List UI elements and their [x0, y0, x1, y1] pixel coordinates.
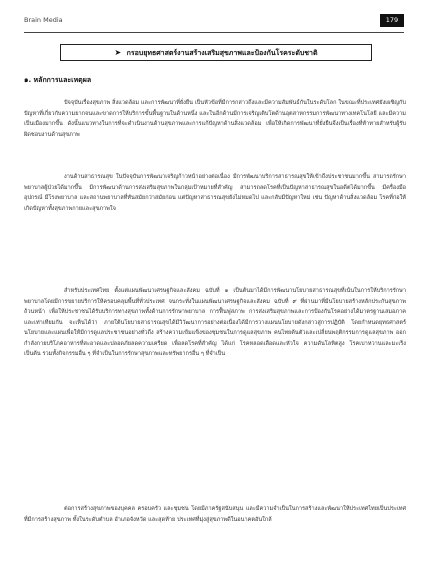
arrow-right-icon: ➤ [114, 48, 122, 57]
paragraph: งานด้านสาธารณสุข ในปัจจุบันการพัฒนาเจริญก้าวหน้าอย่างต่อเนื่อง มีการพัฒนาบริการสาธารณสุขให้เข้าถึงประชาชนมากขึ้น สามารถรักษาพยาบาลผู้ป่วยได้มากขึ้น มีการพัฒนาด้านการส่งเสริมสุขภาพในกลุ่มเป้าหมายที่สำคัญ สามารถลดโรคที่เป็นปัญหาสาธารณสุขในอดีตได้มากขึ้น มีครื่องมืออุปกรณ์ มีโรงพยาบาล และสถานพยาบาลที่ทันสมัยกว่าสมัยก่อน แต่ปัญหาสาธารณสุขยังไม่หมดไป และกลับมีปัญหาใหม่ เช่น ปัญหาด้านสิ่งแวดล้อม โรคที่ก่อให้เกิดปัญหาทั้งสุขภาพกายและสุขภาพใจ [24, 174, 406, 212]
page-header [24, 14, 404, 30]
chapter-title-box [60, 44, 372, 61]
paragraph: สำหรับประเทศไทย ตั้งแต่แผนพัฒนาเศรษฐกิจและสังคม ฉบับที่ ๑ เป็นต้นมาได้มีการพัฒนานโยบายสาธารณสุขที่เน้นในการให้บริการรักษาพยาบาลโดยมีการขยายบริการให้ครอบคลุมพื้นที่ทั่วประเทศ จนกระทั่งในแผนพัฒนาเศรษฐกิจและสังคม ฉบับที่ ๙ ที่ผ่านมาที่มีนโยบายสร้างหลักประกันสุขภาพถ้วนหน้า เพื่อให้ประชาชนได้รับบริการทางสุขภาพทั้งด้านการรักษาพยาบาล การฟื้นฟูสภาพ การส่งเสริมสุขภาพและการป้องกันโรคอย่างได้มาตรฐานเสมอภาค และเท่าเทียมกัน จะเห็นได้ว่า ภายใต้นโยบายสาธารณสุขได้มีวิวัฒนาการอย่างต่อเนื่องได้มีการวางแผนนโยบายดังกล่าวสู่การปฏิบัติ โดยกำหนดยุทธศาสตร์ นโยบายและแผนเพื่อให้มีการดูแลประชาชนอย่างทั่วถึง สร้างความเข้มแข็งของชุมชนในการดูแลสุขภาพ คนไทยต้นตัวและเปลี่ยนพฤติกรรมการดูแลสุขภาพ ออกกำลังกายบริโภคอาหารที่สะอาดและปลอดภัยลดความเครียด เพื่อลดโรคที่สำคัญ ได้แก่ โรคหลอดเลือดและหัวใจ ความดันโลหิตสูง โรคเบาหวานและมะเร็ง เป็นต้น รวมทั้งกิจกรรมอื่น ๆ ที่จำเป็นในการรักษาสุขภาพและทรัพยากรอื่น ๆ ที่จำเป็น [24, 288, 406, 357]
page-number: 179 [380, 14, 404, 27]
header-rule [24, 32, 404, 33]
paragraph: ปัจจุบันเรื่องสุขภาพ สิ่งแวดล้อม และการพัฒนาที่ยั่งยืน เป็นหัวข้อที่มีการกล่าวถึงและมีความสัมพันธ์กันในระดับโลก ในขณะที่ประเทศยังเผชิญกับปัญหาที่เกี่ยวกับความยากจนและขาดการให้บริการขั้นพื้นฐานในด้านหนึ่ง และในอีกด้านมีการเจริญเติบโตด้านอุตสาหกรรมการพัฒนาทางเทคโนโลยี และมีความเป็นเมืองมากขึ้น ดังนั้นแนวทางในการที่จะดำเนินงานด้านสุขภาพและการแก้ปัญหาด้านสิ่งแวดล้อม เพื่อให้เกิดการพัฒนาที่ยั่งยืนจึงเป็นเรื่องที่ท้าทายสำหรับผู้รับผิดชอบงานด้านสุขภาพ [24, 100, 406, 138]
paragraph: ต่อการสร้างสุขภาพของบุคคล ครอบครัว และชุมชน โดยมีภาครัฐสนับสนุน และมีความจำเป็นในการสร้างและพัฒนาให้ประเทศไทยเป็นประเทศที่มีการสร้างสุขภาพ ทั้งในระดับตำบล อำเภอจังหวัด และสุดท้าย ประเทศที่มุ่งสู่สุขภาพดีในอนาคตอันใกล้ [24, 506, 406, 523]
brand-label: Brain Media [24, 16, 63, 24]
chapter-title: กรอบยุทธศาสตร์งานสร้างเสริมสุขภาพและป้องกันโรคระดับชาติ [126, 49, 318, 57]
section-heading: ๑. หลักการและเหตุผล [24, 76, 92, 84]
